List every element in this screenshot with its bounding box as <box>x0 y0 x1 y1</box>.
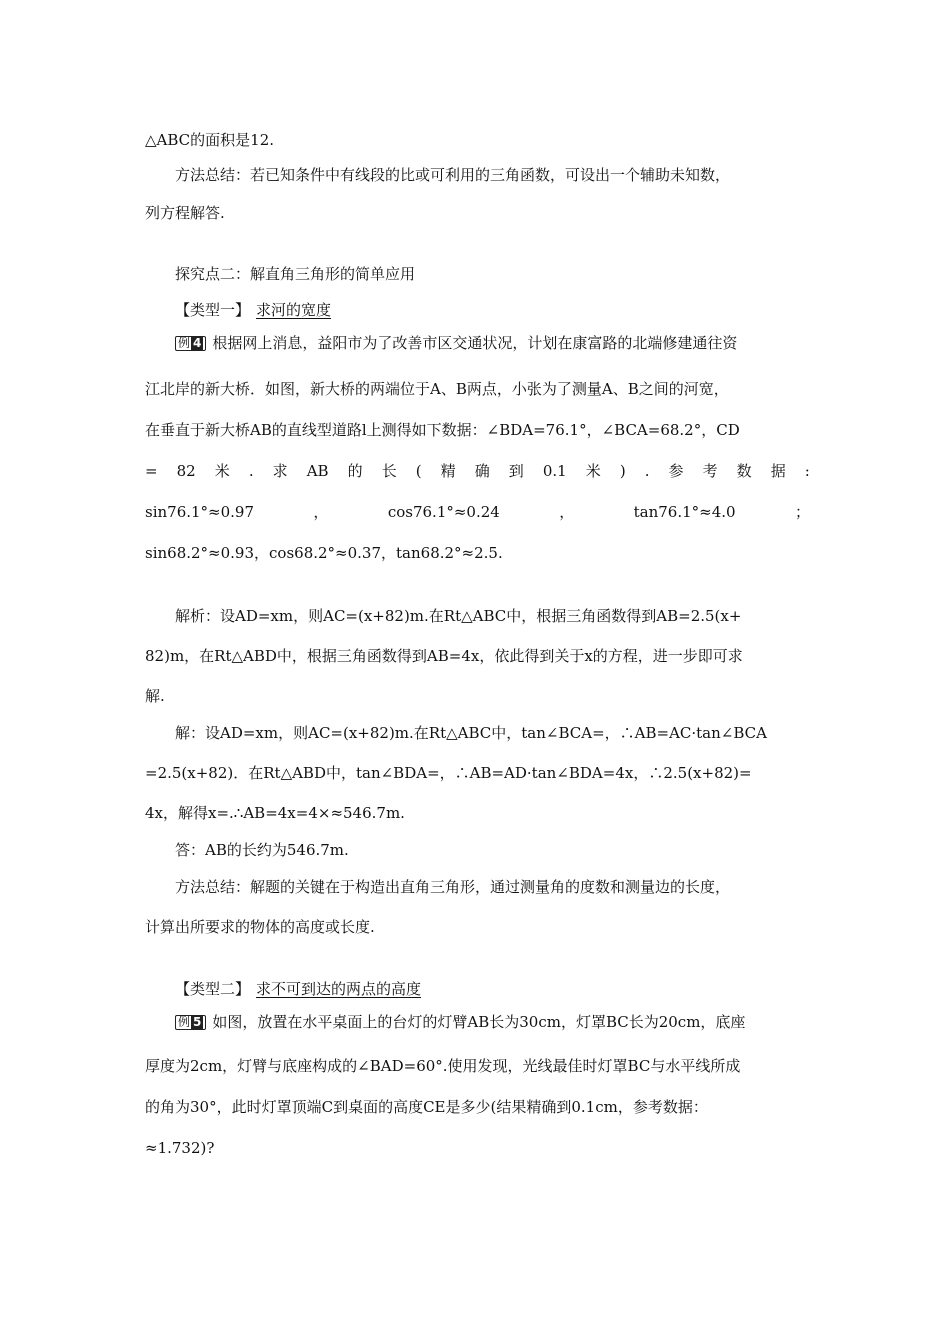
section-heading: 探究点二：解直角三角形的简单应用 <box>175 265 416 283</box>
example-5-badge: 例 5 <box>175 1015 206 1030</box>
method-summary-1: 方法总结：若已知条件中有线段的比或可利用的三角函数，可设出一个辅助未知数， <box>175 166 731 184</box>
text-line: △ABC的面积是12. <box>145 131 275 149</box>
example-4-line-1: 例 4 根据网上消息，益阳市为了改善市区交通状况，计划在康富路的北端修建通往资 <box>175 333 840 353</box>
answer-line: 答：AB的长约为546.7m. <box>175 841 349 859</box>
type-1-tag: 【类型一】 <box>175 301 251 319</box>
example-4-line-4: = 82 米 . 求 AB 的 长 ( 精 确 到 0.1 米 ) . 参 考 数 据 : <box>145 462 810 480</box>
example-5-line-2: 厚度为2cm，灯臂与底座构成的∠BAD=60°.使用发现，光线最佳时灯罩BC与水平线所成 <box>145 1057 741 1075</box>
analysis-line-3: 解. <box>145 687 165 705</box>
type-2-title: 求不可到达的两点的高度 <box>256 980 422 998</box>
solution-line-3: 4x，解得x=.∴AB=4x=4×≈546.7m. <box>145 804 405 822</box>
example-5-line-4: ≈1.732)? <box>145 1139 215 1157</box>
type-1-heading <box>175 300 840 320</box>
type-2-tag: 【类型二】 <box>175 980 251 998</box>
example-5-line-3: 的角为30°，此时灯罩顶端C到桌面的高度CE是多少(结果精确到0.1cm，参考数据： <box>145 1098 708 1116</box>
solution-line-2: =2.5(x+82)．在Rt△ABD中，tan∠BDA=，∴AB=AD·tan∠BDA=4x，∴2.5(x+82)= <box>145 764 752 782</box>
text-line: 列方程解答. <box>145 204 225 222</box>
analysis-line-1: 解析：设AD=xm，则AC=(x+82)m.在Rt△ABC中，根据三角函数得到AB=2.5(x+ <box>175 607 742 625</box>
example-4-badge: 例 4 <box>175 336 206 351</box>
type-1-title: 求河的宽度 <box>256 301 332 319</box>
analysis-line-2: 82)m，在Rt△ABD中，根据三角函数得到AB=4x，依此得到关于x的方程，进一步即可求 <box>145 647 743 665</box>
type-2-heading <box>175 979 840 999</box>
example-4-line-6: sin68.2°≈0.93，cos68.2°≈0.37，tan68.2°≈2.5. <box>145 544 503 562</box>
text-line: 计算出所要求的物体的高度或长度. <box>145 918 375 936</box>
solution-line-1: 解：设AD=xm，则AC=(x+82)m.在Rt△ABC中，tan∠BCA=，∴AB=AC·tan∠BCA <box>175 724 767 742</box>
example-5-line-1: 例 5 如图，放置在水平桌面上的台灯的灯臂AB长为30cm，灯罩BC长为20cm，底座 <box>175 1012 840 1032</box>
example-4-line-5: sin76.1°≈0.97 ， cos76.1°≈0.24 ， tan76.1°≈4.0 ； <box>145 503 810 521</box>
method-summary-2: 方法总结：解题的关键在于构造出直角三角形，通过测量角的度数和测量边的长度， <box>175 878 731 896</box>
example-4-line-3: 在垂直于新大桥AB的直线型道路l上测得如下数据：∠BDA=76.1°，∠BCA=68.2°，CD <box>145 421 740 439</box>
example-4-line-2: 江北岸的新大桥．如图，新大桥的两端位于A、B两点，小张为了测量A、B之间的河宽， <box>145 380 729 398</box>
